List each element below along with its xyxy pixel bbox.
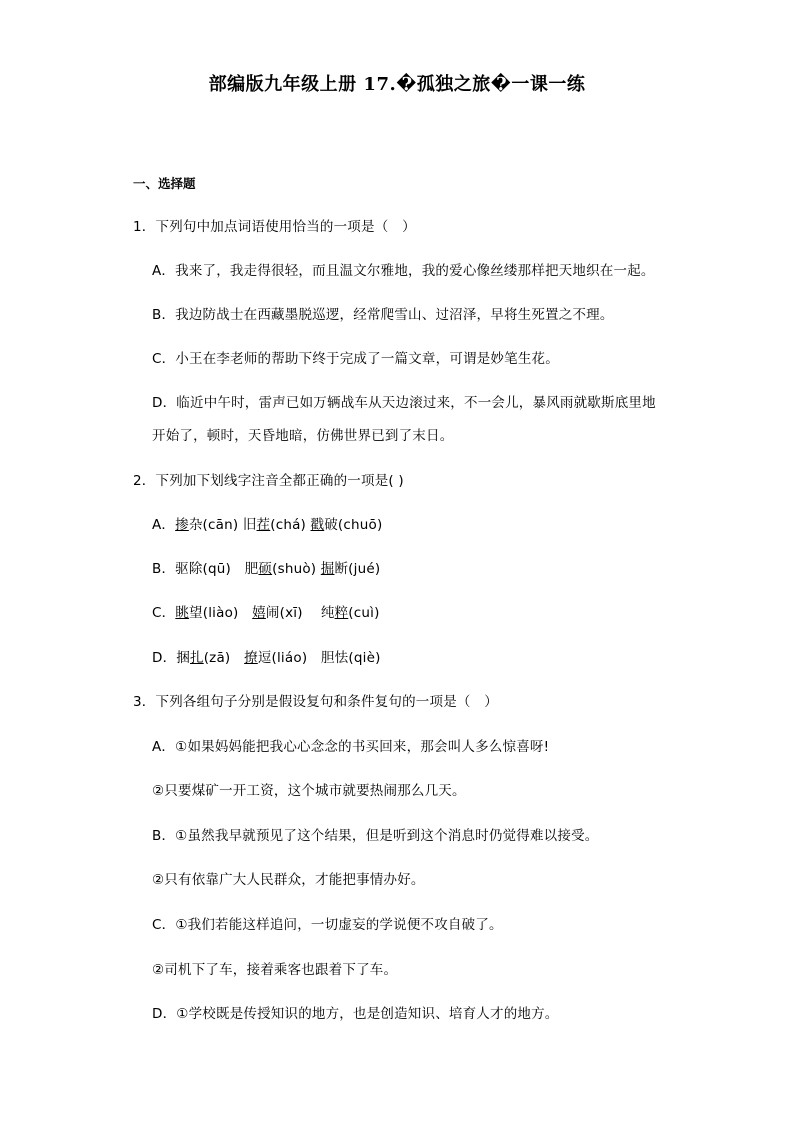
text: 望(liào) [189,605,253,621]
question-3-stem: 3．下列各组句子分别是假设复句和条件复句的一项是（ ） [133,694,498,710]
underlined-char: 掘 [320,561,335,577]
question-3-option-a-line1: A．①如果妈妈能把我心心念念的书买回来，那会叫人多么惊喜呀! [152,739,550,755]
question-1-option-b: B．我边防战士在西藏墨脱巡逻，经常爬雪山、过沼泽，早将生死置之不理。 [152,307,614,323]
question-2-option-b [152,557,380,577]
page-title: 部编版九年级上册 17.�孤独之旅�一课一练 [208,74,586,95]
underlined-char: 扎 [190,650,204,666]
question-3-option-c-line2: ②司机下了车，接着乘客也跟着下了车。 [152,962,398,978]
text: 杂(cān) 旧 [188,517,257,533]
underlined-char: 戳 [310,517,325,533]
text: 断(jué) [334,561,381,577]
underlined-char: 硕 [258,561,273,577]
question-2-stem: 2．下列加下划线字注音全都正确的一项是( ) [133,473,404,489]
question-3-option-b-line1: B．①虽然我早就预见了这个结果，但是听到这个消息时仍觉得难以接受。 [152,828,599,844]
text: B．驱除(qū) 肥 [152,561,259,577]
question-1-option-c: C．小王在李老师的帮助下终于完成了一篇文章，可谓是妙笔生花。 [152,351,559,367]
text: 逗(liáo) 胆怯(qiè) [257,650,381,666]
text: D．捆 [152,650,190,666]
question-3-option-a-line2: ②只要煤矿一开工资，这个城市就要热闹那么几天。 [152,783,466,799]
underlined-char: 掺 [175,517,189,533]
text: (cuì) [348,605,380,621]
underlined-char: 茬 [256,517,271,533]
question-2-option-a [152,513,382,533]
text: (chá) [270,517,311,533]
underlined-char: 粹 [334,605,349,621]
text: (zā) [203,650,245,666]
question-3-option-b-line2: ②只有依靠广大人民群众，才能把事情办好。 [152,872,425,888]
underlined-char: 撩 [244,650,258,666]
question-3-option-d-line1: D．①学校既是传授知识的地方，也是创造知识、培育人才的地方。 [152,1006,559,1022]
question-3-option-c-line1: C．①我们若能这样追问，一切虚妄的学说便不攻自破了。 [152,917,503,933]
underlined-char: 嬉 [252,605,266,621]
text: 破(chuō) [324,517,383,533]
underlined-char: 眺 [175,605,190,621]
question-1-stem: 1．下列句中加点词语使用恰当的一项是（ ） [133,219,416,235]
question-1-option-d-line2: 开始了，顿时，天昏地暗，仿佛世界已到了末日。 [152,428,454,444]
section-heading: 一、选择题 [133,176,196,191]
question-2-option-c [152,601,380,621]
text: A． [152,517,176,533]
question-1-option-a: A．我来了，我走得很轻，而且温文尔雅地，我的爱心像丝缕那样把天地织在一起。 [152,263,655,279]
text: (shuò) [272,561,321,577]
question-1-option-d-line1: D．临近中午时，雷声已如万辆战车从天边滚过来，不一会儿，暴风雨就歇斯底里地 [152,395,656,411]
text: 闹(xī) 纯 [265,605,335,621]
text: C． [152,605,176,621]
question-2-option-d [152,646,381,666]
